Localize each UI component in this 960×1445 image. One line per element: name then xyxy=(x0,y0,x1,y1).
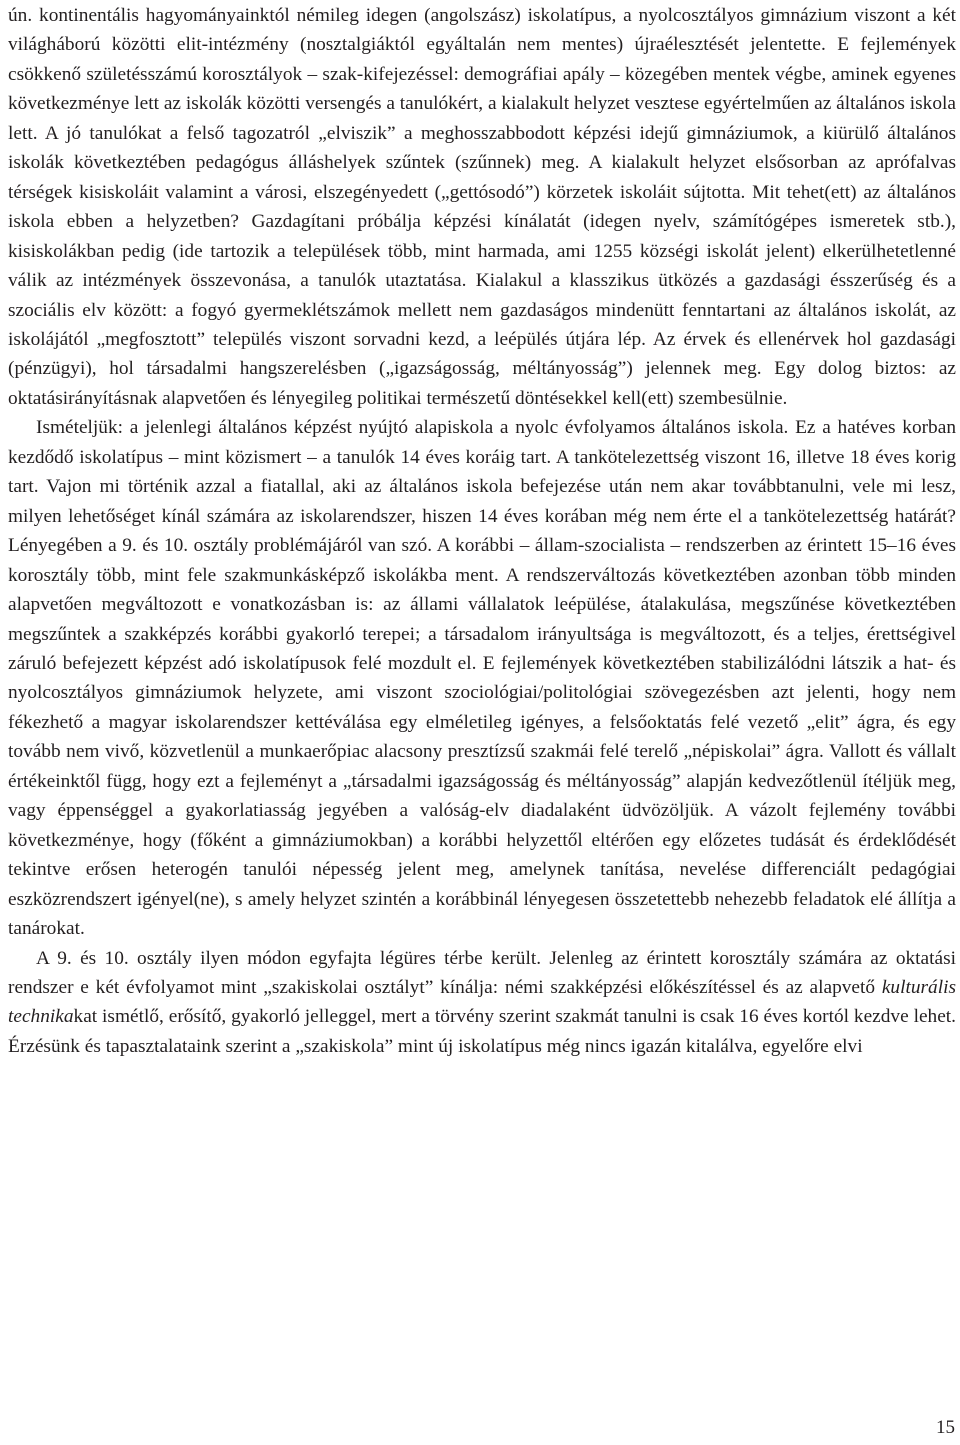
page-number: 15 xyxy=(936,1417,955,1438)
paragraph-1-text: ún. kontinentális hagyományainktól némileg idegen (angolszász) iskolatípus, a nyolcosztályos gimnázium viszont a két világháború közötti elit-intézmény (nosztalgiáktól egyáltalán nem mentes) újraélesztését jelentette. E fejlemények csökkenő születésszámú korosztályok – szak-kifejezéssel: demográfiai apály – közegében mentek végbe, aminek egyenes következménye lett az iskolák közötti versengés a tanulókért, a kialakult helyzet vesztese egyértelműen az általános iskola lett. A jó tanulókat a felső tagozatról „elviszik” a meghosszabbodott képzési idejű gimnáziumok, a kiürülő általános iskolák következtében pedagógus álláshelyek szűntek (szűnnek) meg. A kialakult helyzet elsősorban az aprófalvas térségek kisiskoláit valamint a városi, elszegényedett („gettósodó”) körzetek iskoláit sújtotta. Mit tehet(ett) az általános iskola ebben a helyzetben? Gazdagítani próbálja képzési kínálatát (idegen nyelv, számítógépes ismeretek stb.), kisiskolákban pedig (ide tartozik a települések több, mint harmada, ami 1255 községi iskolát jelent) elkerülhetetlenné válik az intézmények összevonása, a tanulók utaztatása. Kialakul a klasszikus ütközés a gazdasági ésszerűség és a szociális elv között: a fogyó gyermeklétszámok mellett nem gazdaságos mindenütt fenntartani az általános iskolát, az iskolájától „megfosztott” település viszont sorvadni kezd, a leépülés útjára lép. Az érvek és ellenérvek hol gazdasági (pénzügyi), hol társadalmi hangszerelésben („igazságosság, méltányosság”) jelennek meg. Egy dolog biztos: az oktatásirányításnak alapvetően és lényegileg politikai természetű döntésekkel kell(ett) szembesülnie. xyxy=(8,5,956,409)
paragraph-3-text-a: A 9. és 10. osztály ilyen módon egyfajta légüres térbe került. Jelenleg az érintett korosztály számára az oktatási rendszer e két évfolyamot mint „szakiskolai osztályt” kínálja: némi szakképzési előkészítéssel és az alapvető xyxy=(8,947,956,998)
paragraph-2-text: Ismételjük: a jelenlegi általános képzést nyújtó alapiskola a nyolc évfolyamos általános iskola. Ez a hatéves korban kezdődő iskolatípus – mint közismert – a tanulók 14 éves koráig tart. A tankötelezettség viszont 16, illetve 18 éves korig tart. Vajon mi történik azzal a fiatallal, aki az általános iskola befejezése után nem akar továbbtanulni, vele mi lesz, milyen lehetőséget kínál számára az iskolarendszer, hiszen 14 éves korában még nem érte el a tankötelezettség határát? Lényegében a 9. és 10. osztály problémájáról van szó. A korábbi – állam-szocialista – rendszerben az érintett 15–16 éves korosztály több, mint fele szakmunkásképző iskolákba ment. A rendszerváltozás következtében azonban több minden alapvetően megváltozott e vonatkozásban is: az állami vállalatok leépülése, átalakulása, megszűnése következtében megszűntek a szakképzés korábbi gyakorló terepei; a társadalom irányultsága is megváltozott, és a teljes, érettségivel záruló befejezett képzést adó iskolatípusok felé mozdult el. E fejlemények következtében stabilizálódni látszik a hat- és nyolcosztályos gimnáziumok helyzete, ami viszont szociológiai/politológiai szövegezésben azt jelenti, hogy nem fékezhető a magyar iskolarendszer kettéválása egy elméletileg igényes, a felsőoktatás felé vezető „elit” ágra, és egy tovább nem vivő, közvetlenül a munkaerőpiac alacsony presztízsű szakmái felé terelő „népiskolai” ágra. Vallott és vállalt értékeinktől függ, hogy ezt a fejleményt a „társadalmi igazságosság és méltányosság” alapján kedvezőtlenül ítéljük meg, vagy éppenséggel a gyakorlatiasság jegyében a valóság-elv diadalaként üdvözöljük. A vázolt fejlemény további következménye, hogy (főként a gimnáziumokban) a korábbi helyzettől eltérően egy előzetes tudását és érdeklődését tekintve erősen heterogén tanulói népesség jelent meg, amelynek tanítása, nevelése differenciált pedagógiai eszközrendszert igényel(ne), s amely helyzet szintén a korábbinál lényegesen összetettebb nehezebb feladatok elé állítja a tanárokat. xyxy=(8,417,956,940)
document-page xyxy=(8,0,956,1061)
paragraph-3-italic-term: kulturális technika xyxy=(8,976,956,1028)
paragraph-3-text-b: kat ismétlő, erősítő, gyakorló jelleggel, mert a törvény szerint szakmát tanulni is csak 16 éves kortól kezdve lehet. Érzésünk és tapasztalataink szerint a „szakiskola” mint új iskolatípus még nincs igazán kitalálva, egyelőre elvi xyxy=(8,1006,956,1057)
paragraph-2 xyxy=(8,413,956,943)
paragraph-3 xyxy=(8,944,956,1062)
paragraph-1 xyxy=(8,1,956,413)
